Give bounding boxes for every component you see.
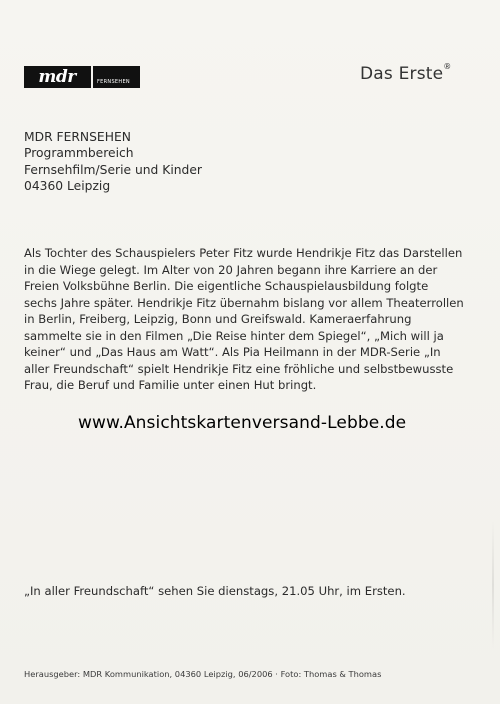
bio-line: keiner“ und „Das Haus am Watt“. Als Pia Heilmann in der MDR-Serie „In bbox=[24, 345, 441, 359]
bio-line: sechs Jahre später. Hendrikje Fitz übernahm bislang vor allem Theaterrollen bbox=[24, 295, 464, 310]
paper-edge-shadow bbox=[492, 520, 494, 650]
mdr-logo-mark: mdr bbox=[38, 66, 76, 87]
das-erste-logo bbox=[360, 64, 451, 84]
address-line: 04360 Leipzig bbox=[24, 178, 111, 193]
address-line: MDR FERNSEHEN bbox=[24, 130, 131, 144]
registered-mark: ® bbox=[443, 62, 452, 71]
address-line: Fernsehfilm/Serie und Kinder bbox=[24, 162, 202, 177]
biography-paragraph bbox=[24, 245, 474, 394]
bio-line: in die Wiege gelegt. Im Alter von 20 Jahren begann ihre Karriere an der bbox=[24, 262, 438, 277]
broadcast-info: „In aller Freundschaft“ sehen Sie dienstags, 21.05 Uhr, im Ersten. bbox=[24, 584, 406, 598]
mdr-logo-subtext: FERNSEHEN bbox=[97, 79, 130, 85]
website-watermark: www.Ansichtskartenversand-Lebbe.de bbox=[78, 413, 407, 433]
mdr-fernsehen-logo bbox=[24, 66, 140, 88]
logo-divider bbox=[91, 66, 93, 88]
address-line: Programmbereich bbox=[24, 146, 134, 161]
sender-address bbox=[24, 129, 202, 194]
publisher-footer: Herausgeber: MDR Kommunikation, 04360 Leipzig, 06/2006 · Foto: Thomas & Thomas bbox=[24, 669, 382, 679]
bio-line: Frau, die Beruf und Familie unter einen Hut bringt. bbox=[24, 378, 317, 392]
bio-line: Freien Volksbühne Berlin. Die eigentliche Schauspielausbildung folgte bbox=[24, 279, 429, 293]
bio-line: sammelte sie in den Filmen „Die Reise hinter dem Spiegel“, „Mich will ja bbox=[24, 328, 444, 343]
das-erste-text: Das Erste bbox=[360, 64, 444, 84]
bio-line: in Berlin, Freiberg, Leipzig, Bonn und Greifswald. Kameraerfahrung bbox=[24, 312, 412, 326]
bio-line: Als Tochter des Schauspielers Peter Fitz wurde Hendrikje Fitz das Darstellen bbox=[24, 246, 463, 260]
bio-line: aller Freundschaft“ spielt Hendrikje Fitz eine fröhliche und selbstbewusste bbox=[24, 361, 454, 376]
